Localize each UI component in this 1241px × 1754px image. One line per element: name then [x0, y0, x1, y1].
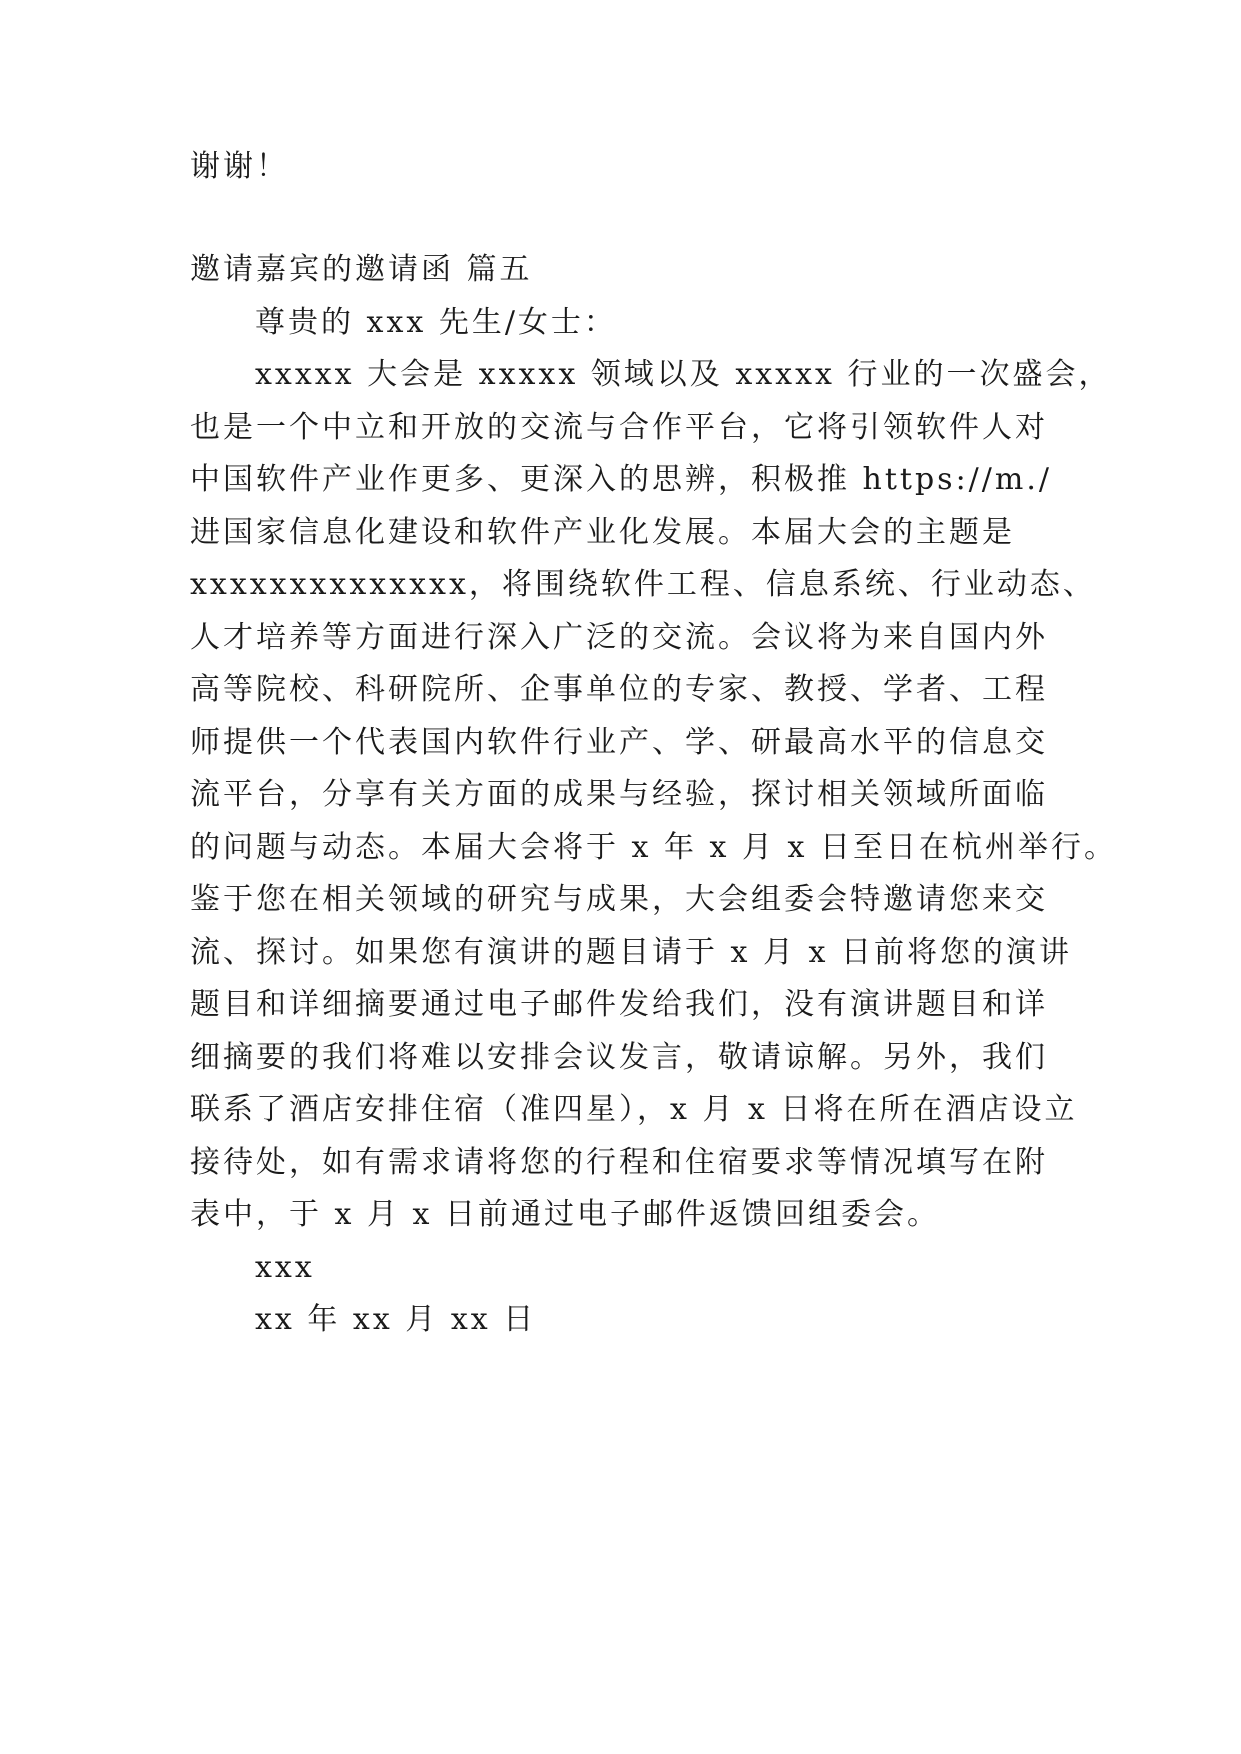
body-line: 联系了酒店安排住宿（准四星），x 月 x 日将在所在酒店设立	[190, 1092, 1078, 1127]
body-line: 也是一个中立和开放的交流与合作平台，它将引领软件人对	[190, 410, 1048, 445]
body-line: xxxxx 大会是 xxxxx 领域以及 xxxxx 行业的一次盛会，	[255, 357, 1112, 392]
body-line: 表中，于 x 月 x 日前通过电子邮件返馈回组委会。	[190, 1197, 940, 1232]
salutation: 尊贵的 xxx 先生/女士：	[255, 305, 617, 340]
body-line: 流、探讨。如果您有演讲的题目请于 x 月 x 日前将您的演讲	[190, 935, 1072, 970]
body-line: xxxxxxxxxxxxxx，将围绕软件工程、信息系统、行业动态、	[190, 567, 1096, 602]
body-line: 人才培养等方面进行深入广泛的交流。会议将为来自国内外	[190, 620, 1048, 655]
body-line: 的问题与动态。本届大会将于 x 年 x 月 x 日至日在杭州举行。	[190, 830, 1117, 865]
thanks-text: 谢谢！	[190, 149, 289, 184]
body-line: 中国软件产业作更多、更深入的思辨，积极推 https://m./	[190, 462, 1052, 497]
body-line: 进国家信息化建设和软件产业化发展。本届大会的主题是	[190, 515, 1015, 550]
body-line: 高等院校、科研院所、企事单位的专家、教授、学者、工程	[190, 672, 1048, 707]
signature: xxx	[255, 1250, 315, 1285]
body-line: 流平台，分享有关方面的成果与经验，探讨相关领域所面临	[190, 777, 1048, 812]
body-line: 鉴于您在相关领域的研究与成果，大会组委会特邀请您来交	[190, 882, 1048, 917]
body-line: 师提供一个代表国内软件行业产、学、研最高水平的信息交	[190, 725, 1048, 760]
body-line: 题目和详细摘要通过电子邮件发给我们，没有演讲题目和详	[190, 987, 1048, 1022]
letter-date: xx 年 xx 月 xx 日	[255, 1302, 537, 1337]
section-heading: 邀请嘉宾的邀请函 篇五	[190, 252, 533, 287]
body-line: 接待处，如有需求请将您的行程和住宿要求等情况填写在附	[190, 1145, 1048, 1180]
body-line: 细摘要的我们将难以安排会议发言，敬请谅解。另外，我们	[190, 1040, 1048, 1075]
